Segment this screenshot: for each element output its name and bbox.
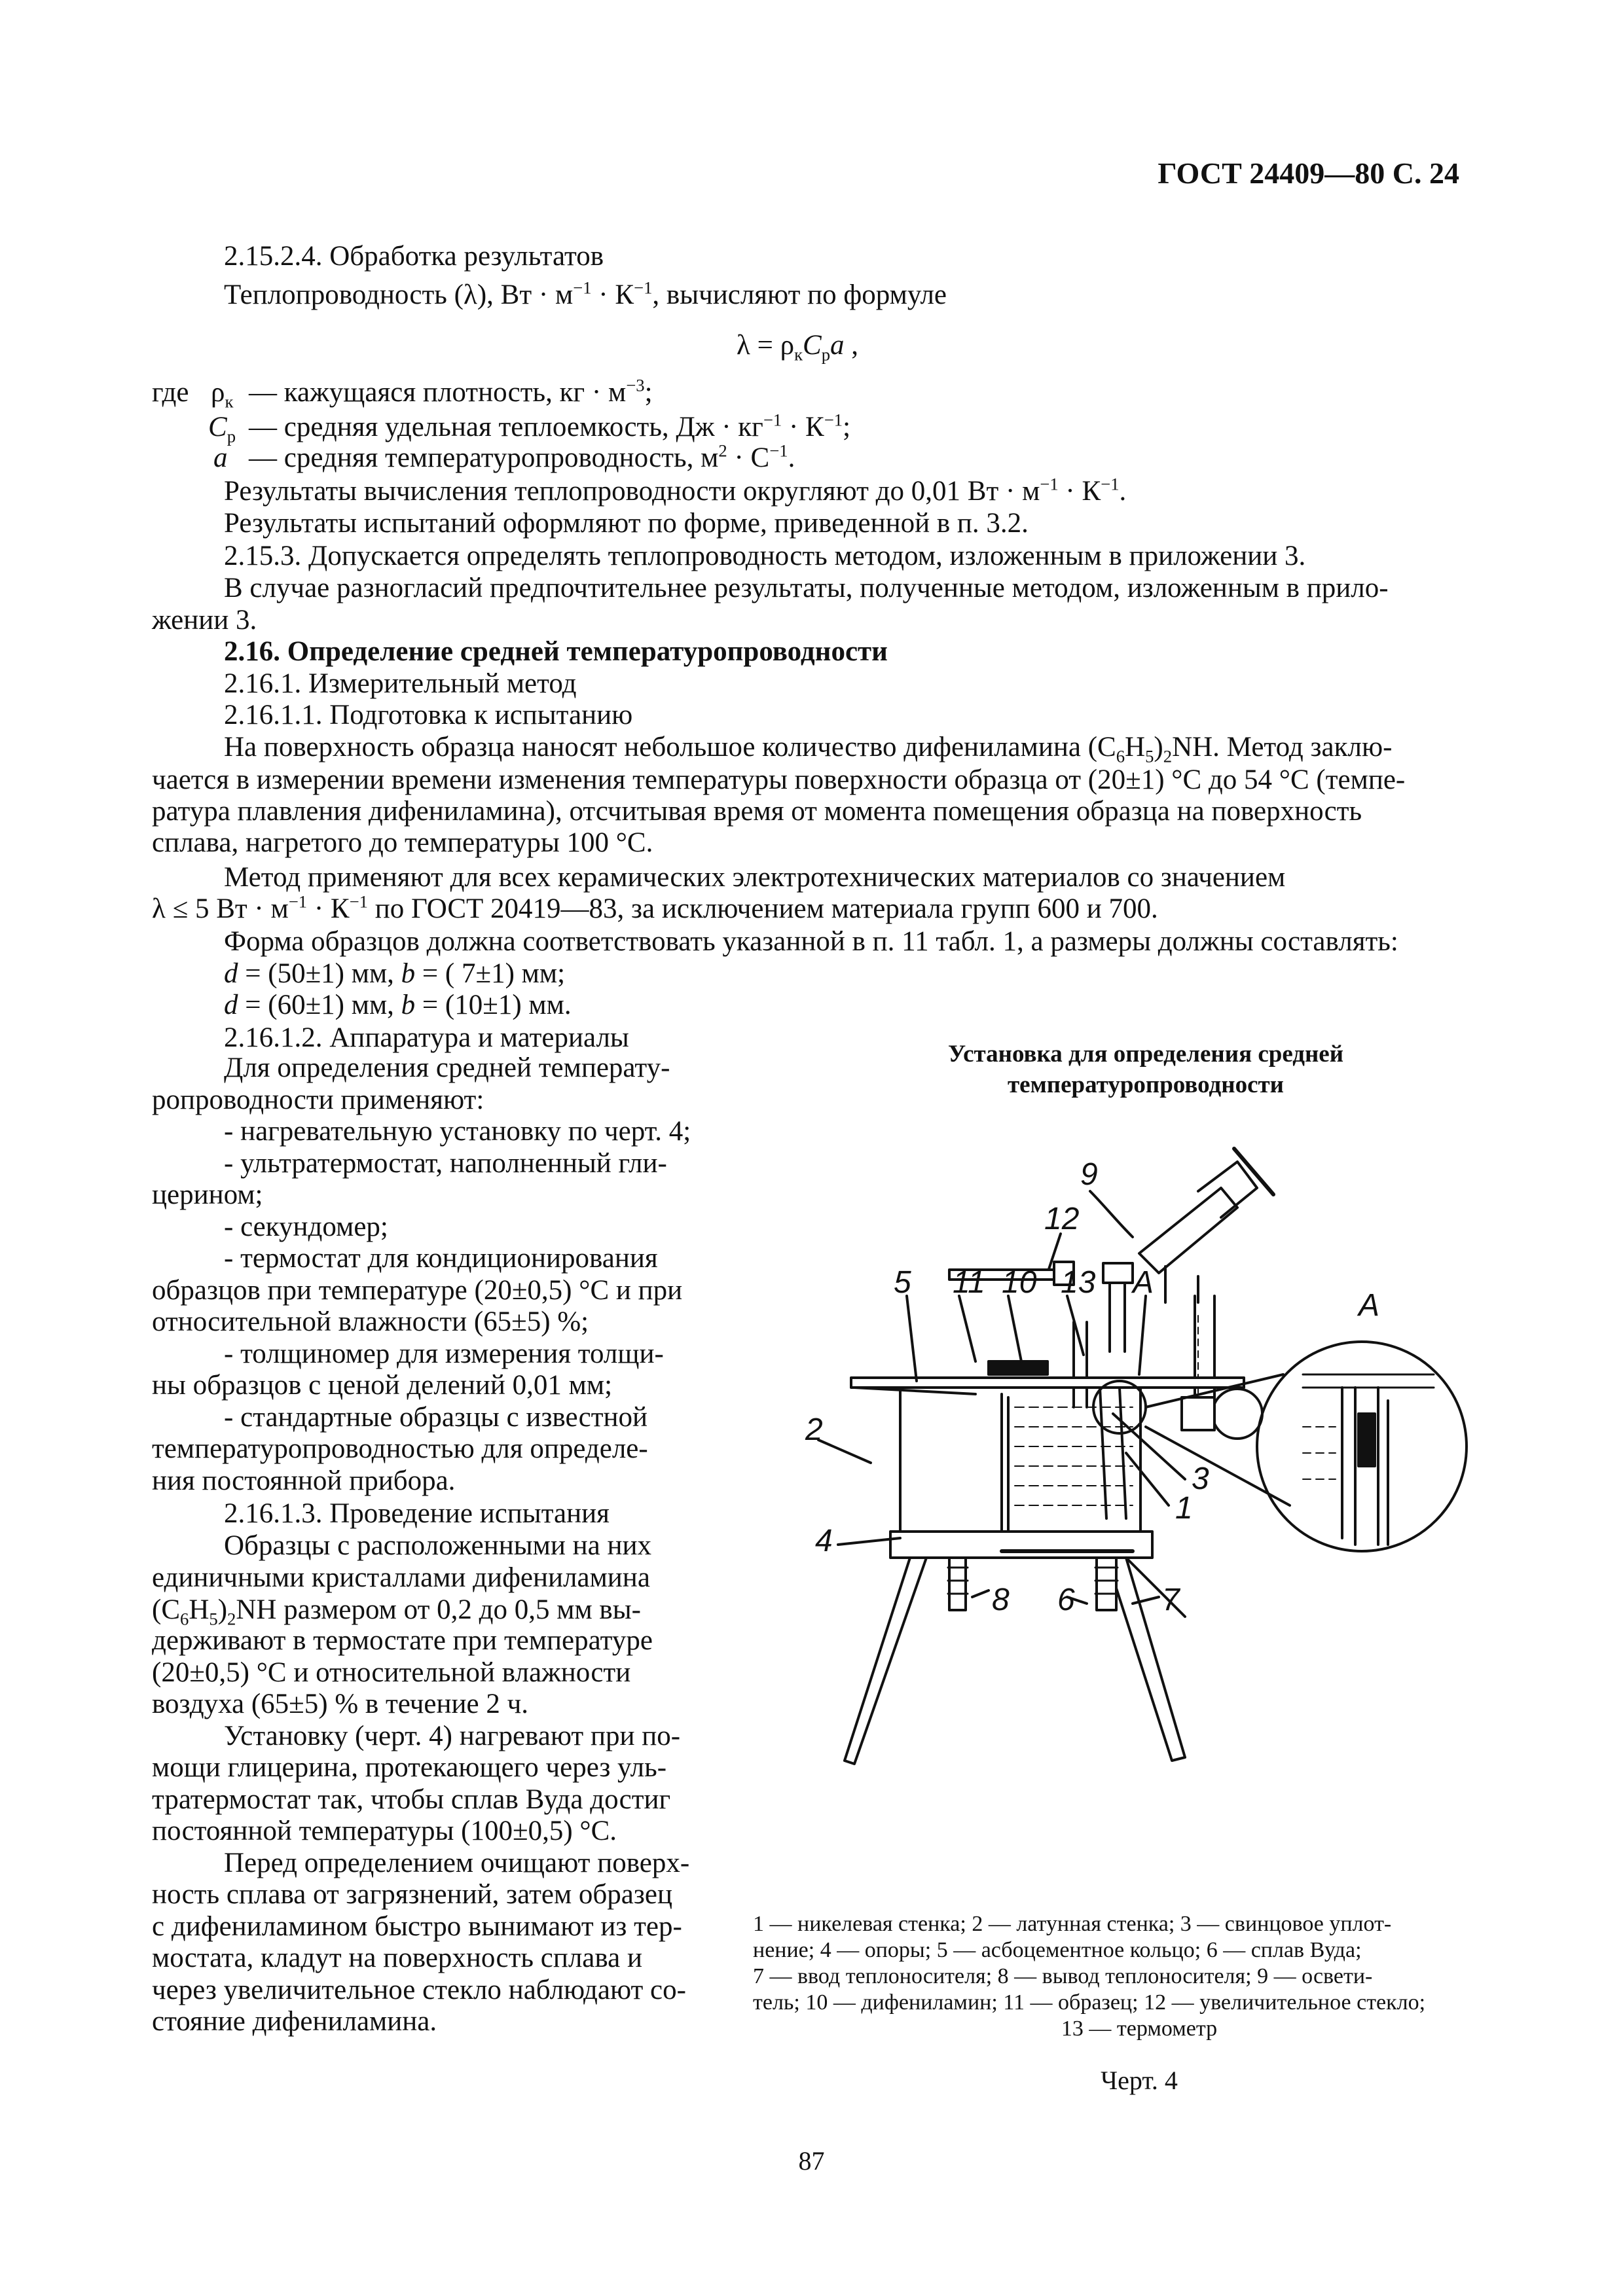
text-line: Перед определением очищают поверх-: [224, 1847, 690, 1878]
label-a: А: [1133, 1265, 1154, 1300]
text-line: Для определения средней температу-: [224, 1052, 670, 1083]
rounding-line: Результаты вычисления теплопроводности округляют до 0,01 Вт · $м^{-1} \cdot К^{-1}$.: [224, 474, 1127, 507]
a-description: — средняя температуропроводность, $м^2 \cdot С^{-1}$.: [249, 440, 795, 473]
page-header: ГОСТ 24409—80 С. 24: [1158, 156, 1459, 190]
text-line: церином;: [152, 1179, 263, 1210]
page-number: 87: [798, 2146, 825, 2176]
text-line: стояние дифениламина.: [152, 2006, 437, 2037]
prep-line-1: На поверхность образца наносят небольшое количество дифениламина $(C_6H_5)_2NH$. Метод заклю-: [224, 732, 1393, 766]
text-line: образцов при температуре (20±0,5) °С и при: [152, 1274, 683, 1306]
label-12: 12: [1044, 1202, 1080, 1236]
test-line-3: $(C_6H_5)_2NH$ размером от 0,2 до 0,5 мм вы-: [152, 1594, 641, 1629]
a-symbol: a: [213, 442, 228, 473]
rho-description: — кажущаяся плотность, кг · $м^{-3}$;: [249, 375, 653, 408]
disagree-line-2: жении 3.: [152, 605, 257, 636]
test-line-2: единичными кристаллами дифениламина: [152, 1562, 650, 1593]
text-line: с дифениламином быстро вынимают из тер-: [152, 1910, 682, 1942]
text-line: - ультратермостат, наполненный гли-: [224, 1147, 667, 1179]
figure-title-1: Установка для определения средней: [947, 1041, 1344, 1067]
text-line: относительной влажности (65±5) %;: [152, 1306, 589, 1337]
label-6: 6: [1057, 1583, 1075, 1617]
text-line: ния постоянной прибора.: [152, 1465, 456, 1496]
text-line: тратермостат так, чтобы сплав Вуда достиг: [152, 1784, 671, 1815]
rho-symbol: $\rho_к$: [211, 377, 234, 412]
p21612-line: 2.16.1.2. Аппаратура и материалы: [224, 1022, 629, 1053]
text-line: ны образцов с ценой делений 0,01 мм;: [152, 1370, 613, 1401]
p2161-line: 2.16.1. Измерительный метод: [224, 668, 577, 699]
figure-label: Черт. 4: [1101, 2066, 1178, 2095]
p21611-line: 2.16.1.1. Подготовка к испытанию: [224, 700, 633, 730]
prep-line-2: чается в измерении времени изменения температуры поверхности образца от (20±1) °С до 54 °С (темпе-: [152, 764, 1406, 795]
figure-caption: 1 — никелевая стенка; 2 — латунная стенка; 3 — свинцовое уплот- нение; 4 — опоры; 5 — асбоцементное кольцо; 6 — сплав Вуда; 7 — ввод теплоносителя; 8 — вывод теплоносителя; 9 — освети- тель; 10 — дифениламин; 11 — образец; 12 — увеличительное стекло; 13 — термометр: [753, 1912, 1426, 2041]
method-line-2: λ ≤ 5 Вт · $м^{-1} \cdot К^{-1}$ по ГОСТ 20419—83, за исключением материала групп 600 и 700.: [152, 891, 1158, 924]
text-line: ность сплава от загрязнений, затем образец: [152, 1879, 672, 1910]
text-line: - термостат для кондиционирования: [224, 1243, 658, 1274]
cp-symbol: $C_р$: [208, 412, 236, 446]
text-line: температуропроводностью для определе-: [152, 1433, 648, 1464]
test-procedure-text: [152, 1625, 708, 2038]
text-line: - стандартные образцы с известной: [224, 1401, 648, 1433]
label-7: 7: [1162, 1583, 1180, 1617]
p21613-line: 2.16.1.3. Проведение испытания: [224, 1498, 610, 1529]
text-line: - секундомер;: [224, 1211, 388, 1242]
text-line: - нагревательную установку по черт. 4;: [224, 1116, 691, 1147]
text-line: мощи глицерина, протекающего через уль-: [152, 1752, 667, 1783]
formula-lambda: $\lambda = \rho_кC_рa$ ,: [737, 330, 859, 365]
apparatus-list: [152, 1052, 708, 1497]
test-line-1: Образцы с расположенными на них: [224, 1530, 651, 1561]
apparatus-drawing: [740, 1100, 1552, 1878]
text-line: мостата, кладут на поверхность сплава и: [152, 1943, 642, 1973]
processing-heading: 2.15.2.4. Обработка результатов: [224, 241, 604, 272]
shape-line: Форма образцов должна соответствовать указанной в п. 11 табл. 1, а размеры должны составлять:: [224, 926, 1398, 957]
method-line-1: Метод применяют для всех керамических электротехнических материалов со значением: [224, 862, 1286, 893]
text-line: постоянной температуры (100±0,5) °С.: [152, 1816, 617, 1846]
label-1: 1: [1175, 1491, 1193, 1526]
label-9: 9: [1080, 1157, 1098, 1192]
label-8: 8: [992, 1583, 1010, 1617]
text-line: - толщиномер для измерения толщи-: [224, 1338, 664, 1369]
label-a-detail: А: [1359, 1288, 1380, 1323]
figure-title-2: температуропроводности: [1007, 1071, 1284, 1098]
label-3: 3: [1192, 1462, 1209, 1496]
label-4: 4: [815, 1524, 833, 1558]
dimension-line-2: d = (60±1) мм, b = (10±1) мм.: [224, 990, 572, 1020]
cp-description: — средняя удельная теплоемкость, Дж · $кг^{-1} \cdot К^{-1}$;: [249, 410, 851, 442]
text-line: (20±0,5) °С и относительной влажности: [152, 1657, 631, 1688]
text-line: воздуха (65±5) % в течение 2 ч.: [152, 1689, 528, 1719]
results-form-line: Результаты испытаний оформляют по форме, приведенной в п. 3.2.: [224, 508, 1029, 539]
label-2: 2: [805, 1412, 823, 1447]
text-line: через увеличительное стекло наблюдают со-: [152, 1974, 686, 2005]
where-label: где: [152, 377, 189, 408]
label-11: 11: [953, 1265, 985, 1300]
label-5: 5: [894, 1265, 911, 1300]
p2153-line: 2.15.3. Допускается определять теплопроводность методом, изложенным в приложении 3.: [224, 541, 1306, 571]
text-line: держивают в термостате при температуре: [152, 1625, 653, 1656]
text-line: Установку (черт. 4) нагревают при по-: [224, 1720, 681, 1751]
label-13: 13: [1061, 1265, 1096, 1300]
text-line: ропроводности применяют:: [152, 1084, 484, 1115]
thermal-conductivity-line: Теплопроводность (λ), Вт · $м^{-1} \cdot К^{-1}$, вычисляют по формуле: [224, 278, 947, 310]
dimension-line-1: d = (50±1) мм, b = ( 7±1) мм;: [224, 958, 566, 989]
disagree-line-1: В случае разногласий предпочтительнее результаты, полученные методом, изложенным в прило-: [224, 573, 1389, 603]
label-10: 10: [1002, 1265, 1037, 1300]
prep-line-4: сплава, нагретого до температуры 100 °С.: [152, 827, 653, 858]
section-2-16-heading: 2.16. Определение средней температуропроводности: [224, 636, 888, 667]
prep-line-3: ратура плавления дифениламина), отсчитывая время от момента помещения образца на поверхность: [152, 796, 1362, 827]
